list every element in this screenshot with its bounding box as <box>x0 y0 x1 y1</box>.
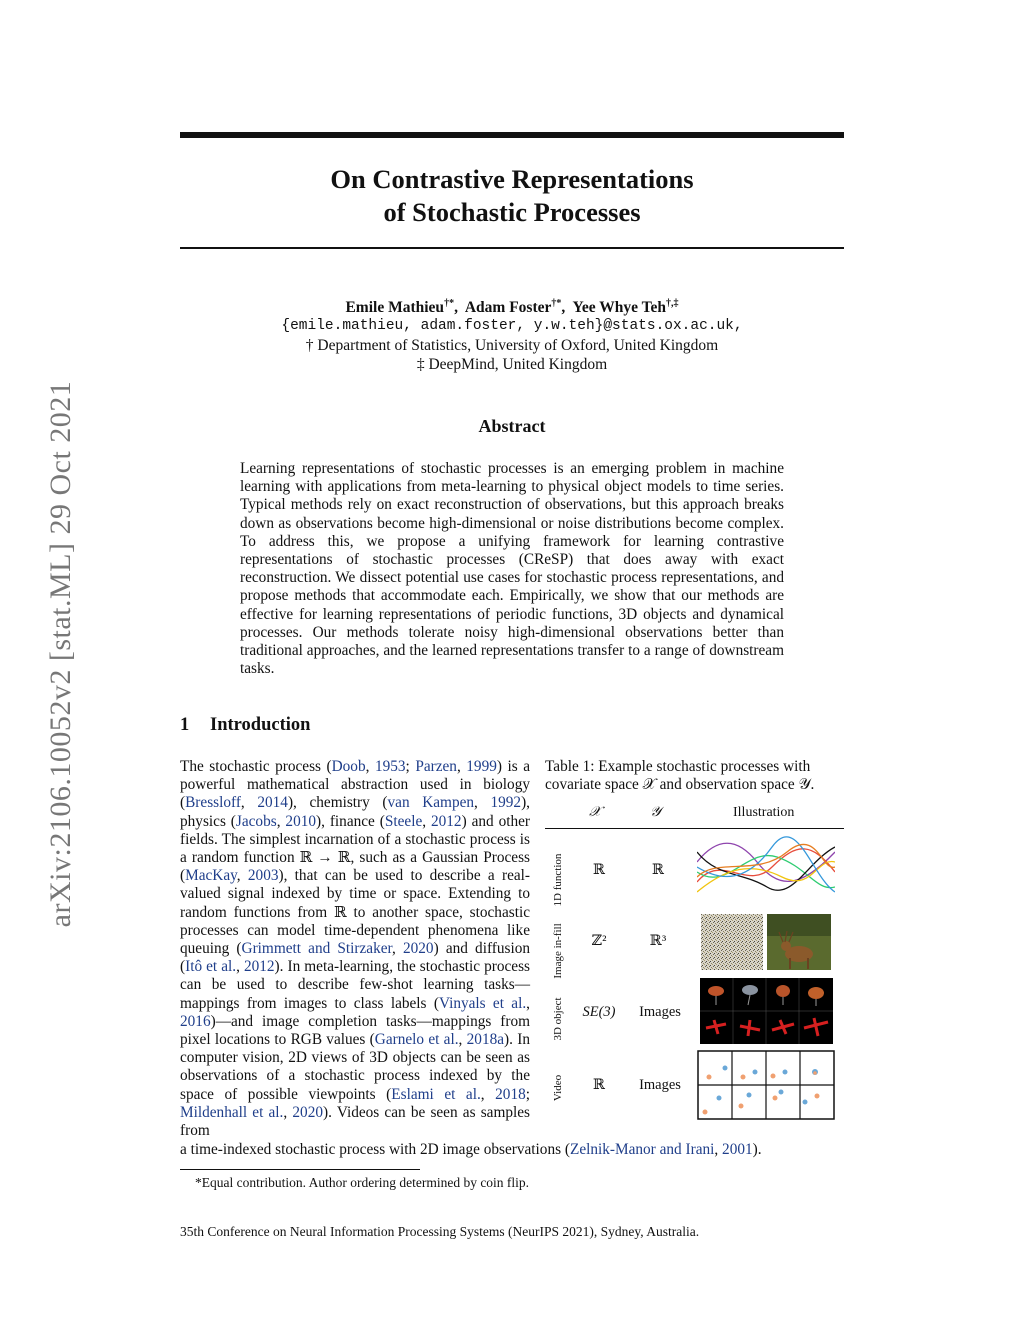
section-title: Introduction <box>210 715 311 735</box>
author-block <box>180 294 844 374</box>
intro-text: , <box>458 1031 467 1049</box>
citation-link[interactable]: 1992 <box>490 794 522 812</box>
venue-footer: 35th Conference on Neural Information Processing Systems (NeurIPS 2021), Sydney, Australia. <box>180 1224 700 1239</box>
citation-link[interactable]: 2018 <box>495 1085 526 1103</box>
citation-link[interactable]: Parzen <box>415 758 457 775</box>
intro-text: ), chemistry ( <box>287 794 388 812</box>
citation-link[interactable]: 2012 <box>430 812 462 830</box>
author-3-mark: †,‡ <box>666 298 679 309</box>
intro-text: , <box>714 1141 723 1158</box>
illustration-video-frames <box>697 1050 835 1120</box>
table-row-label: 1D function <box>552 853 564 907</box>
introduction-paragraph <box>180 758 530 1140</box>
intro-text: , <box>365 758 375 775</box>
intro-text: , <box>240 794 258 812</box>
intro-text: ), finance ( <box>316 812 385 830</box>
citation-link[interactable]: Zelnik-Manor and Irani <box>569 1141 715 1158</box>
illustration-3d-objects <box>700 978 833 1044</box>
intro-text: , <box>276 812 286 830</box>
table-cell-x: ℤ² <box>591 933 607 949</box>
table-row-label: Video <box>552 1074 564 1102</box>
intro-text: ). In meta-learning, the stochastic process can be used to describe few-shot learning tasks—mappings from images to class labels ( <box>180 958 530 1012</box>
citation-link[interactable]: 2020 <box>292 1103 323 1121</box>
author-2-mark: †* <box>551 298 562 309</box>
citation-link[interactable]: 2020 <box>402 940 434 958</box>
intro-text: )—and image completion tasks—mappings from pixel locations to RGB values ( <box>180 1012 530 1049</box>
section-number: 1 <box>180 715 190 735</box>
citation-link[interactable]: Itô et al. <box>185 958 237 976</box>
footnote-rule <box>180 1169 420 1170</box>
author-1: Emile Mathieu <box>345 299 445 317</box>
table-row-label: Image in-fill <box>552 923 564 979</box>
title-top-rule <box>180 132 844 138</box>
intro-text: , <box>526 994 530 1012</box>
citation-link[interactable]: Grimmett and Stirzaker <box>241 940 392 958</box>
intro-text: ) is a powerful mathematical abstraction used in biology ( <box>180 758 530 812</box>
citation-link[interactable]: van Kampen <box>387 794 475 812</box>
author-3: Yee Whye Teh <box>572 299 667 317</box>
intro-text: , <box>392 940 403 958</box>
footnote: *Equal contribution. Author ordering determined by coin flip. <box>195 1175 530 1190</box>
citation-link[interactable]: 1953 <box>374 758 406 775</box>
intro-text: ). Videos can be seen as samples from <box>180 1103 530 1140</box>
paper-title <box>180 163 844 229</box>
intro-text: , <box>283 1103 293 1121</box>
citation-link[interactable]: 1999 <box>466 758 497 775</box>
citation-link[interactable]: Vinyals et al. <box>438 994 527 1012</box>
intro-text: ) and other fields. The simplest incarnation of a stochastic process is a random function ℝ → ℝ, such as a Gaussian Process ( <box>180 812 530 885</box>
section-heading-introduction <box>180 715 310 736</box>
intro-text: ), that can be used to describe a real-valued signal indexed by time or space. Extending to random functions from ℝ to another space, stochastic processes can model time-dependent phenomena like queuing ( <box>180 867 530 958</box>
citation-link[interactable]: 2012 <box>243 958 275 976</box>
intro-text: ). <box>752 1141 762 1158</box>
table-cell-y: ℝ³ <box>649 933 667 949</box>
title-line-1: On Contrastive Representations <box>330 164 694 194</box>
intro-text: , <box>480 1085 496 1103</box>
arxiv-identifier: arXiv:2106.10052v2 [stat.ML] 29 Oct 2021 <box>44 380 77 928</box>
intro-text: ; <box>405 758 416 775</box>
affiliation-deepmind: ‡ DeepMind, United Kingdom <box>416 356 608 374</box>
table-row-label: 3D object <box>552 997 564 1041</box>
citation-link[interactable]: 2016 <box>180 1012 211 1030</box>
citation-link[interactable]: 2018a <box>466 1031 505 1049</box>
citation-link[interactable]: Garnelo et al. <box>374 1031 459 1049</box>
title-bottom-rule <box>180 247 844 249</box>
title-line-2: of Stochastic Processes <box>383 197 641 227</box>
author-names: Emile Mathieu†*, Adam Foster†*, Yee Whye Teh†,‡ <box>345 298 679 317</box>
citation-link[interactable]: MacKay <box>185 867 237 885</box>
intro-text: , <box>236 958 244 976</box>
intro-text: ). In computer vision, 2D views of 3D objects can be seen as observations of a stochastic process indexed by the space of possible viewpoints ( <box>180 1031 530 1103</box>
table-caption: Table 1: Example stochastic processes with covariate space 𝒳 and observation space 𝒴. <box>545 758 815 794</box>
intro-text: , <box>474 794 491 812</box>
table-header-y: 𝒴 <box>650 805 661 820</box>
abstract-text: Learning representations of stochastic processes is an emerging problem in machine learning with applications from meta-learning to physical object models to time series. Typical methods rely on exact reconstruction of observations, but this approach breaks down as observations become high-dimensional or noise distributions become complex. To address this, we propose a unifying framework for learning contrastive representations of stochastic processes (CReSP) that does away with exact reconstruction. We dissect potential use cases for stochastic process representations, and propose methods that accommodate each. Empirically, we show that our methods are effective for learning representations of periodic functions, 3D objects and dynamical processes. Our methods tolerate noisy high-dimensional observations better than traditional approaches, and the learned representations transfer to a range of downstream tasks. <box>240 460 784 678</box>
illustration-image-infill <box>701 914 831 970</box>
table-header-illustration: Illustration <box>733 805 795 820</box>
intro-text: a time-indexed stochastic process with 2D image observations ( <box>180 1141 570 1158</box>
table-cell-y: Images <box>639 1004 681 1020</box>
table-cell-x: ℝ <box>592 1077 606 1093</box>
intro-text: ; <box>525 1085 530 1103</box>
intro-text: The stochastic process ( <box>180 758 332 775</box>
citation-link[interactable]: 2003 <box>247 867 279 885</box>
intro-text: , <box>422 812 431 830</box>
citation-link[interactable]: Mildenhall et al. <box>180 1103 284 1121</box>
illustration-1d-functions <box>697 832 835 904</box>
citation-link[interactable]: Bressloff <box>185 794 241 812</box>
intro-text: , <box>236 867 248 885</box>
table-cell-y: ℝ <box>651 862 665 878</box>
citation-link[interactable]: 2001 <box>722 1141 753 1158</box>
intro-text: ) and diffusion ( <box>180 940 531 976</box>
introduction-continued <box>180 1141 844 1159</box>
table-cell-y: Images <box>639 1077 681 1093</box>
citation-link[interactable]: Jacobs <box>235 812 277 830</box>
affiliation-oxford: † Department of Statistics, University of Oxford, United Kingdom <box>305 337 719 355</box>
table-header-x: 𝒳 <box>589 805 602 820</box>
citation-link[interactable]: 2010 <box>285 812 317 830</box>
table-cell-x: SE(3) <box>582 1004 616 1020</box>
citation-link[interactable]: 2014 <box>257 794 288 812</box>
table-rule <box>545 828 844 829</box>
author-2: Adam Foster <box>464 299 552 317</box>
intro-text: ), physics ( <box>180 794 530 830</box>
abstract-heading: Abstract <box>478 416 546 436</box>
citation-link[interactable]: Eslami et al. <box>391 1085 481 1103</box>
table-cell-x: ℝ <box>592 862 606 878</box>
intro-text: , <box>456 758 467 775</box>
citation-link[interactable]: Doob <box>331 758 366 775</box>
author-1-mark: †* <box>444 298 455 309</box>
author-emails: {emile.mathieu, adam.foster, y.w.teh}@stats.ox.ac.uk, <box>281 318 743 335</box>
citation-link[interactable]: Steele <box>384 812 423 830</box>
